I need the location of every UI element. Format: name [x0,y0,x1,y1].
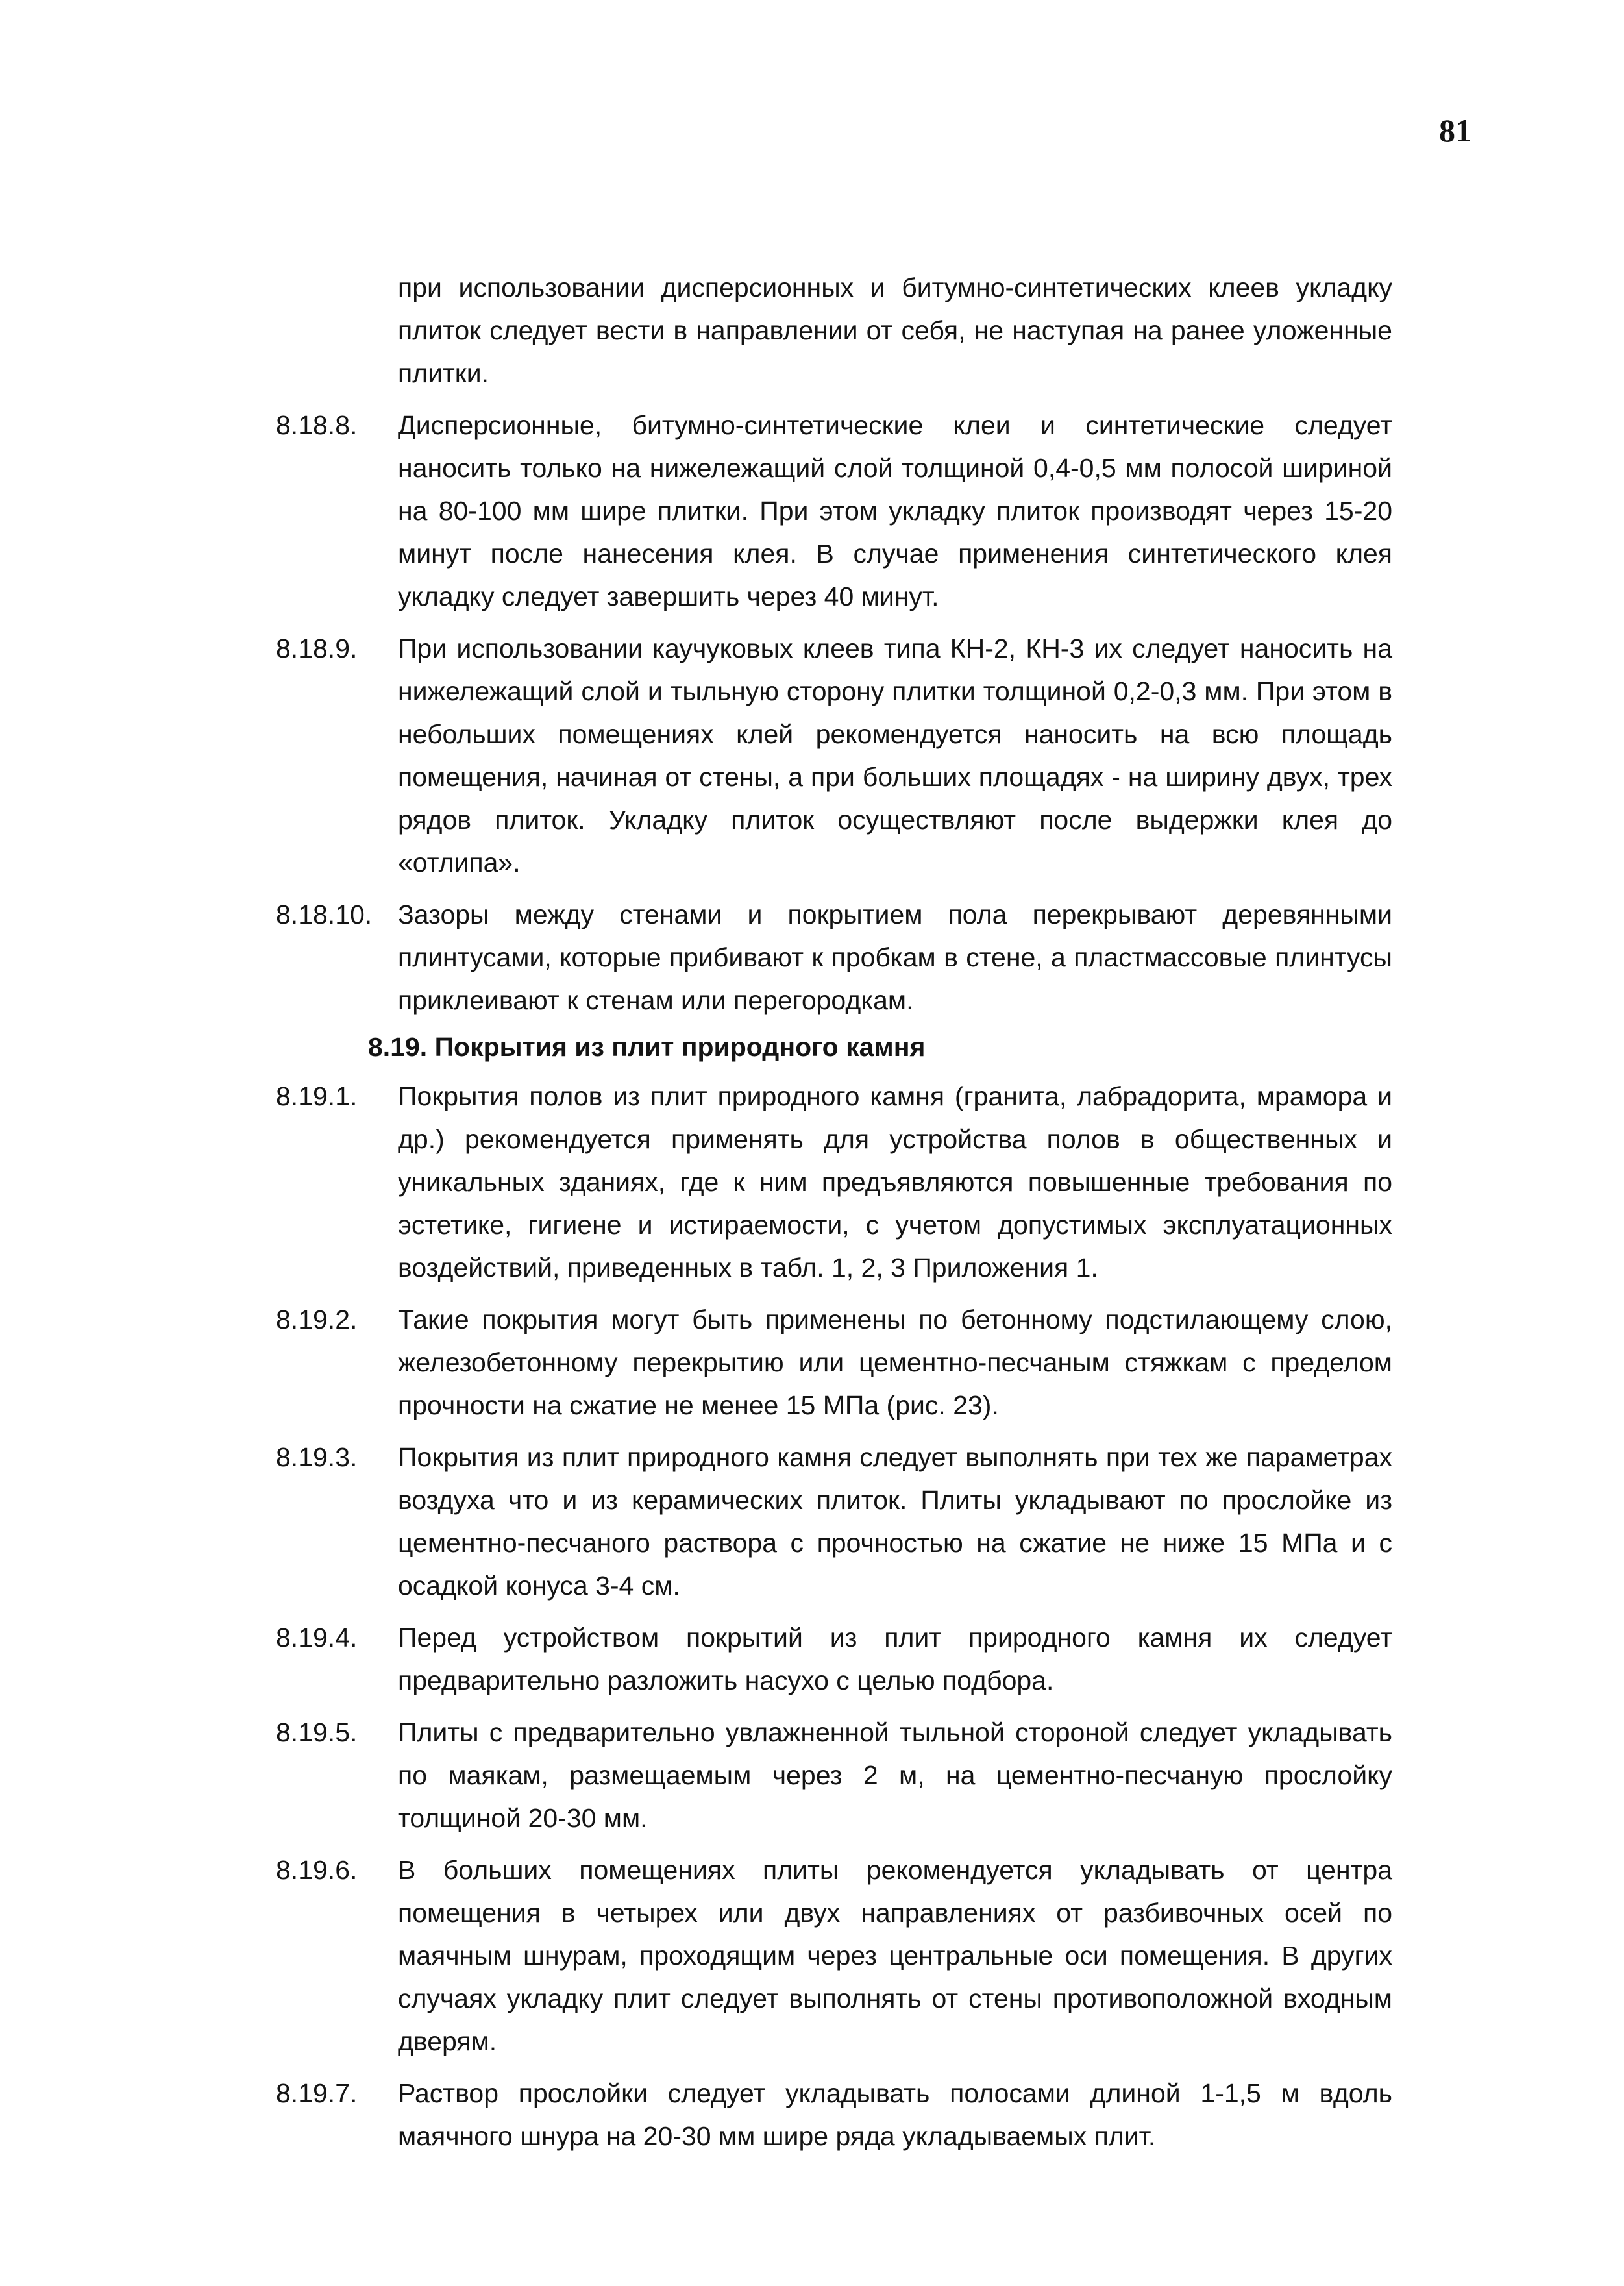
clause [276,1075,1392,1289]
clause-text: Зазоры между стенами и покрытием пола перекрывают деревянными плинтусами, которые прибивают к пробкам в стене, а пластмассовые плинтусы приклеивают к стенам или перегородкам. [398,900,1392,1015]
clause-list-8-18 [276,404,1392,1022]
clause-text: При использовании каучуковых клеев типа КН-2, КН-3 их следует наносить на нижележащий слой и тыльную сторону плитки толщиной 0,2-0,3 мм. При этом в небольших помещениях клей рекомендуется наносить на всю площадь помещения, начиная от стены, а при больших площадях - на ширину двух, трех рядов плиток. Укладку плиток осуществляют после выдержки клея до «отлипа». [398,633,1392,878]
clause-number: 8.19.5. [276,1717,358,1747]
clause-number: 8.19.2. [276,1305,358,1334]
clause-number: 8.19.7. [276,2078,358,2108]
clause [276,1616,1392,1702]
clause-number: 8.18.9. [276,633,358,663]
clause-text: В больших помещениях плиты рекомендуется укладывать от центра помещения в четырех или двух направлениях от разбивочных осей по маячным шнурам, проходящим через центральные оси помещения. В других случаях укладку плит следует выполнять от стены противоположной входным дверям. [398,1855,1392,2056]
intro-paragraph: при использовании дисперсионных и битумно-синтетических клеев укладку плиток следует вести в направлении от себя, не наступая на ранее уложенные плитки. [398,273,1392,388]
clause-number: 8.19.3. [276,1442,358,1472]
clause-text: Раствор прослойки следует укладывать полосами длиной 1-1,5 м вдоль маячного шнура на 20-30 мм шире ряда укладываемых плит. [398,2078,1392,2151]
clause [276,2072,1392,2157]
clause [276,404,1392,618]
clause [276,1298,1392,1427]
section-heading: 8.19. Покрытия из плит природного камня [368,1032,926,1062]
clause-text: Перед устройством покрытий из плит природного камня их следует предварительно разложить насухо с целью подбора. [398,1623,1392,1695]
clause-text: Покрытия из плит природного камня следует выполнять при тех же параметрах воздуха что и из керамических плиток. Плиты укладывают по прослойке из цементно-песчаного раствора с прочностью на сжатие не ниже 15 МПа и с осадкой конуса 3-4 см. [398,1442,1392,1601]
page-number: 81 [1439,112,1471,149]
clause-text: Покрытия полов из плит природного камня (гранита, лабрадорита, мрамора и др.) рекомендуется применять для устройства полов в общественных и уникальных зданиях, где к ним предъявляются повышенные требования по эстетике, гигиене и истираемости, с учетом допустимых эксплуатационных воздействий, приведенных в табл. 1, 2, 3 Приложения 1. [398,1081,1392,1283]
clause-number: 8.19.6. [276,1855,358,1885]
clause-number: 8.19.1. [276,1081,358,1111]
clause [276,893,1392,1022]
clause-number: 8.18.8. [276,410,358,440]
clause [276,1436,1392,1607]
clause-number: 8.18.10. [276,900,373,929]
clause-text: Такие покрытия могут быть применены по бетонному подстилающему слою, железобетонному перекрытию или цементно-песчаным стяжкам с пределом прочности на сжатие не менее 15 МПа (рис. 23). [398,1305,1392,1420]
document-body [276,266,1392,2157]
clause [276,627,1392,884]
clause-text: Дисперсионные, битумно-синтетические клеи и синтетические следует наносить только на нижележащий слой толщиной 0,4-0,5 мм полосой шириной на 80-100 мм шире плитки. При этом укладку плиток производят через 15-20 минут после нанесения клея. В случае применения синтетического клея укладку следует завершить через 40 минут. [398,410,1392,611]
clause-text: Плиты с предварительно увлажненной тыльной стороной следует укладывать по маякам, размещаемым через 2 м, на цементно-песчаную прослойку толщиной 20-30 мм. [398,1717,1392,1833]
clause-number: 8.19.4. [276,1623,358,1653]
clause [276,1849,1392,2063]
clause-list-8-19 [276,1075,1392,2157]
clause [276,1711,1392,1839]
